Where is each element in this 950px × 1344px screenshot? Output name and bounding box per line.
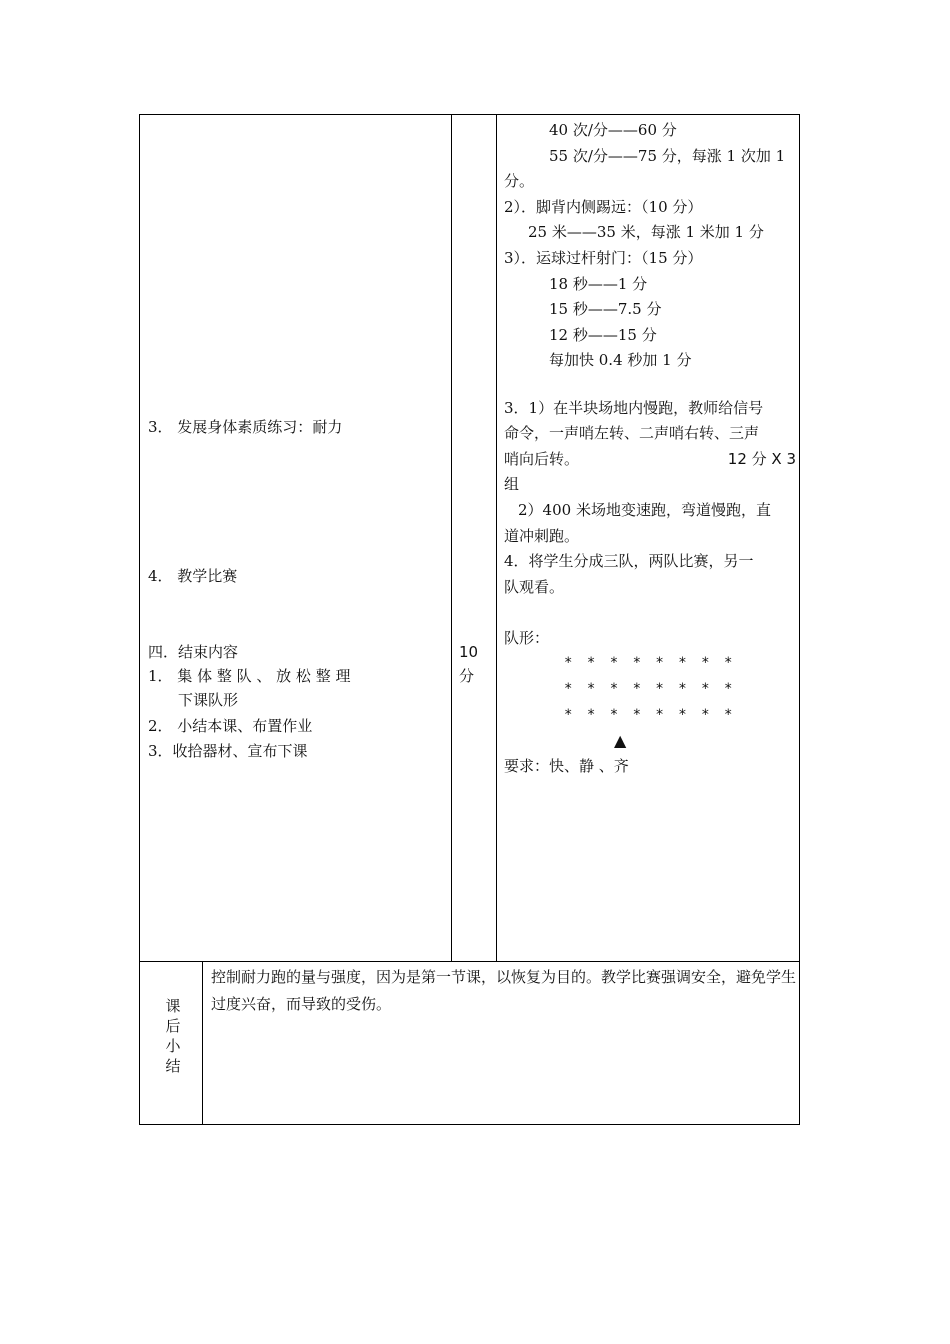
table-left-border [139, 114, 140, 1125]
closing-section-title: 四．结束内容 [148, 643, 239, 661]
score-line: 55 次/分——75 分，每涨 1 次加 1 [549, 146, 786, 165]
summary-text: 控制耐力跑的量与强度，因为是第一节课，以恢复为目的。教学比赛强调安全，避免学生过度兴奋，而导致的受伤。 [211, 968, 797, 1013]
endurance-sets: 12 分 X 3 [727, 449, 796, 468]
table-bottom-border [139, 1124, 800, 1125]
match-line: 4．将学生分成三队，两队比赛，另一 [504, 552, 754, 571]
method-column [504, 118, 796, 779]
summary-column-divider [202, 961, 203, 1125]
duration-unit: 分 [459, 667, 475, 685]
closing-item-1: 1． 集 体 整 队 、 放 松 整 理 [148, 667, 351, 685]
match-line: 队观看。 [504, 577, 565, 596]
dribble-score-line: 12 秒——15 分 [549, 325, 657, 344]
formation-row: * * * * * * * * [564, 681, 736, 698]
row-divider [139, 961, 800, 962]
endurance-line: 组 [504, 475, 520, 494]
score-line: 40 次/分——60 分 [549, 121, 677, 139]
table-top-border [139, 114, 800, 115]
endurance-practice-item: 3． 发展身体素质练习：耐力 [148, 418, 343, 436]
duration-value: 10 [459, 643, 479, 661]
formation-label: 队形： [504, 628, 550, 647]
closing-item-2: 2． 小结本课、布置作业 [148, 717, 313, 735]
summary-label-char: 结 [165, 1057, 181, 1075]
kick-distance-title: 2）．脚背内侧踢远：（10 分） [504, 197, 703, 216]
dribble-score-line: 15 秒——7.5 分 [549, 300, 662, 319]
variable-run-line: 道冲刺跑。 [504, 526, 580, 545]
teacher-marker-icon: ▲ [614, 731, 627, 751]
dribble-score-line: 18 秒——1 分 [549, 274, 648, 293]
column-divider-1 [451, 114, 452, 962]
endurance-line: 命令，一声哨左转、二声哨右转、三声 [504, 424, 760, 443]
requirement-line: 要求：快、静 、齐 [504, 756, 629, 775]
spacer [504, 600, 796, 626]
closing-item-1-continued: 下课队形 [178, 691, 239, 709]
summary-label-char: 课 [165, 997, 181, 1015]
closing-item-3: 3．收拾器材、宣布下课 [148, 742, 308, 760]
column-divider-2 [496, 114, 497, 962]
summary-label-char: 小 [165, 1037, 181, 1055]
kick-distance-score: 25 米——35 米，每涨 1 米加 1 分 [528, 223, 764, 242]
endurance-line-text: 哨向后转。 [504, 449, 580, 468]
teaching-match-item: 4． 教学比赛 [148, 567, 238, 585]
variable-run-line: 2）400 米场地变速跑，弯道慢跑，直 [518, 500, 771, 519]
summary-label-char: 后 [165, 1017, 181, 1035]
endurance-line [504, 447, 796, 473]
formation-row: * * * * * * * * [564, 655, 736, 672]
score-line: 分。 [504, 172, 535, 191]
formation-row: * * * * * * * * [564, 706, 736, 723]
endurance-line: 3．1）在半块场地内慢跑，教师给信号 [504, 398, 764, 417]
dribble-score-line: 每加快 0.4 秒加 1 分 [549, 351, 692, 370]
summary-label [158, 996, 188, 1076]
dribble-shot-title: 3）．运球过杆射门：（15 分） [504, 248, 703, 267]
